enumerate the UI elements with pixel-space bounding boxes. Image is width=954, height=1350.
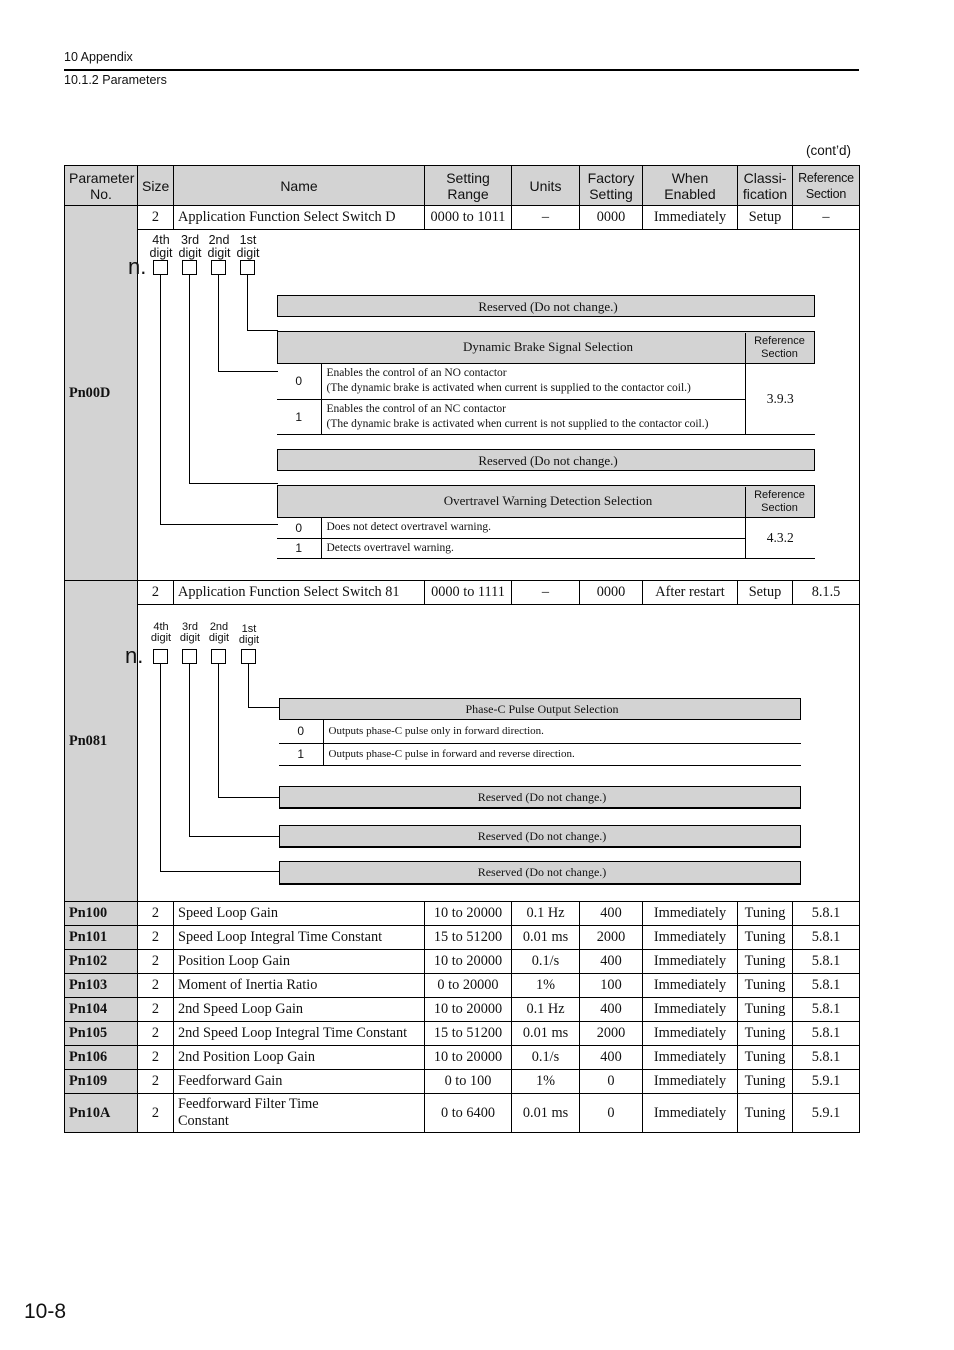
option-description: Does not detect overtravel warning. xyxy=(321,518,745,538)
connector-line xyxy=(160,524,278,525)
reserved-bar: Reserved (Do not change.) xyxy=(279,861,801,885)
table-row xyxy=(65,1070,860,1094)
digit-label-1st: 1st digit xyxy=(238,623,260,646)
chapter-header: 10 Appendix xyxy=(64,50,133,64)
param-units: – xyxy=(512,206,580,230)
digit-label-3rd: 3rd digit xyxy=(179,621,201,644)
table-header-row xyxy=(65,166,860,206)
param-ref: 8.1.5 xyxy=(793,581,860,605)
option-description: Outputs phase-C pulse in forward and reverse direction. xyxy=(323,743,801,765)
connector-line xyxy=(218,275,219,371)
param-class: Tuning xyxy=(738,1094,793,1133)
digit-box-3rd xyxy=(182,260,197,275)
section-header: 10.1.2 Parameters xyxy=(64,73,167,87)
option-description: Enables the control of an NC contactor (The dynamic brake is activated when current is not supplied to the contactor coil.) xyxy=(321,399,745,434)
param-when: Immediately xyxy=(643,1070,738,1094)
param-units: 0.1 Hz xyxy=(512,902,580,926)
list-item xyxy=(277,518,815,538)
col-header-ref: Reference Section xyxy=(793,166,860,206)
otw-title-bar xyxy=(277,485,815,518)
param-name: 2nd Speed Loop Integral Time Constant xyxy=(174,1022,425,1046)
connector-line xyxy=(189,836,280,837)
option-value: 0 xyxy=(277,518,321,538)
param-when: Immediately xyxy=(643,902,738,926)
param-size: 2 xyxy=(138,1046,174,1070)
param-class: Tuning xyxy=(738,902,793,926)
table-row xyxy=(65,206,860,230)
param-units: 0.1/s xyxy=(512,1046,580,1070)
param-size: 2 xyxy=(138,998,174,1022)
table-row xyxy=(65,950,860,974)
digit-label-1st: 1st digit xyxy=(236,233,260,260)
param-factory: 400 xyxy=(580,902,643,926)
param-class: Setup xyxy=(738,206,793,230)
param-units: 0.01 ms xyxy=(512,926,580,950)
param-class: Tuning xyxy=(738,950,793,974)
reserved-bar: Reserved (Do not change.) xyxy=(279,786,801,809)
param-range: 15 to 51200 xyxy=(425,1022,512,1046)
param-name: 2nd Position Loop Gain xyxy=(174,1046,425,1070)
page-number: 10-8 xyxy=(24,1300,67,1323)
param-factory: 0000 xyxy=(580,581,643,605)
continued-label: (cont’d) xyxy=(805,143,851,158)
param-range: 0 to 100 xyxy=(425,1070,512,1094)
param-factory: 2000 xyxy=(580,1022,643,1046)
param-when: Immediately xyxy=(643,974,738,998)
digit-box-1st xyxy=(241,649,256,664)
reserved-bar: Reserved (Do not change.) xyxy=(277,295,815,317)
list-item xyxy=(277,399,815,434)
param-class: Tuning xyxy=(738,926,793,950)
param-name: Application Function Select Switch 81 xyxy=(174,581,425,605)
col-header-param: Parameter No. xyxy=(65,166,138,206)
param-size: 2 xyxy=(138,902,174,926)
param-range: 10 to 20000 xyxy=(425,950,512,974)
connector-line xyxy=(247,275,248,330)
diagram-row xyxy=(65,605,860,902)
table-row xyxy=(65,581,860,605)
param-class: Tuning xyxy=(738,998,793,1022)
param-number: Pn102 xyxy=(65,950,138,974)
param-number: Pn100 xyxy=(65,902,138,926)
param-ref: 5.8.1 xyxy=(793,1022,860,1046)
param-factory: 400 xyxy=(580,1046,643,1070)
table-row xyxy=(65,1022,860,1046)
option-value: 1 xyxy=(277,399,321,434)
param-when: Immediately xyxy=(643,1046,738,1070)
option-ref: 4.3.2 xyxy=(745,518,815,558)
n-prefix: n. xyxy=(128,254,147,279)
param-ref: 5.9.1 xyxy=(793,1094,860,1133)
connector-line xyxy=(160,871,280,872)
connector-line xyxy=(218,371,278,372)
col-header-class: Classi- fication xyxy=(738,166,793,206)
connector-line xyxy=(218,664,219,797)
list-item xyxy=(277,538,815,558)
param-number: Pn00D xyxy=(65,206,138,581)
connector-line xyxy=(218,797,280,798)
param-when: Immediately xyxy=(643,998,738,1022)
param-class: Tuning xyxy=(738,1046,793,1070)
list-item xyxy=(279,720,801,743)
param-factory: 2000 xyxy=(580,926,643,950)
ref-section-header: Reference Section xyxy=(745,333,813,363)
pc-title-bar: Phase-C Pulse Output Selection xyxy=(279,698,801,720)
table-row xyxy=(65,1046,860,1070)
option-description: Enables the control of an NO contactor (The dynamic brake is activated when current is supplied to the contactor coil.) xyxy=(321,364,745,399)
param-ref: 5.9.1 xyxy=(793,1070,860,1094)
col-header-factory: Factory Setting xyxy=(580,166,643,206)
ref-section-header: Reference Section xyxy=(745,487,813,517)
connector-line xyxy=(160,664,161,871)
param-size: 2 xyxy=(138,206,174,230)
digit-box-3rd xyxy=(182,649,197,664)
param-factory: 100 xyxy=(580,974,643,998)
option-value: 1 xyxy=(277,538,321,558)
param-when: Immediately xyxy=(643,950,738,974)
param-ref: – xyxy=(793,206,860,230)
parameter-table xyxy=(64,165,860,1133)
otw-options-table xyxy=(277,518,815,559)
param-ref: 5.8.1 xyxy=(793,926,860,950)
table-row xyxy=(65,974,860,998)
param-when: Immediately xyxy=(643,1022,738,1046)
param-units: 1% xyxy=(512,1070,580,1094)
digit-box-4th xyxy=(153,260,168,275)
param-name: Speed Loop Integral Time Constant xyxy=(174,926,425,950)
param-when: After restart xyxy=(643,581,738,605)
option-value: 0 xyxy=(277,364,321,399)
digit-label-3rd: 3rd digit xyxy=(178,233,202,260)
param-range: 10 to 20000 xyxy=(425,902,512,926)
param-factory: 0 xyxy=(580,1094,643,1133)
param-range: 0 to 6400 xyxy=(425,1094,512,1133)
param-ref: 5.8.1 xyxy=(793,902,860,926)
param-size: 2 xyxy=(138,974,174,998)
connector-line xyxy=(247,330,278,331)
col-header-when: When Enabled xyxy=(643,166,738,206)
col-header-units: Units xyxy=(512,166,580,206)
digit-label-2nd: 2nd digit xyxy=(207,233,231,260)
param-number: Pn10A xyxy=(65,1094,138,1133)
param-number: Pn101 xyxy=(65,926,138,950)
table-row xyxy=(65,1094,860,1133)
param-when: Immediately xyxy=(643,1094,738,1133)
pn081-diagram xyxy=(125,605,860,902)
param-ref: 5.8.1 xyxy=(793,974,860,998)
param-units: – xyxy=(512,581,580,605)
param-factory: 400 xyxy=(580,998,643,1022)
param-number: Pn081 xyxy=(65,581,138,902)
param-class: Tuning xyxy=(738,974,793,998)
col-header-size: Size xyxy=(138,166,174,206)
param-range: 0000 to 1011 xyxy=(425,206,512,230)
param-factory: 0000 xyxy=(580,206,643,230)
param-range: 0 to 20000 xyxy=(425,974,512,998)
param-size: 2 xyxy=(138,1070,174,1094)
col-header-range: Setting Range xyxy=(425,166,512,206)
param-units: 0.01 ms xyxy=(512,1022,580,1046)
diagram-row xyxy=(65,230,860,581)
digit-box-1st xyxy=(240,260,255,275)
param-name: Moment of Inertia Ratio xyxy=(174,974,425,998)
connector-line xyxy=(189,664,190,836)
param-number: Pn105 xyxy=(65,1022,138,1046)
digit-label-2nd: 2nd digit xyxy=(208,621,230,644)
param-number: Pn104 xyxy=(65,998,138,1022)
param-name: Feedforward Filter Time Constant xyxy=(174,1094,425,1133)
param-name: 2nd Speed Loop Gain xyxy=(174,998,425,1022)
reserved-bar: Reserved (Do not change.) xyxy=(279,825,801,848)
param-when: Immediately xyxy=(643,206,738,230)
param-class: Setup xyxy=(738,581,793,605)
param-when: Immediately xyxy=(643,926,738,950)
param-ref: 5.8.1 xyxy=(793,950,860,974)
list-item xyxy=(277,364,815,399)
connector-line xyxy=(248,664,249,707)
connector-line xyxy=(248,707,280,708)
param-factory: 400 xyxy=(580,950,643,974)
param-number: Pn109 xyxy=(65,1070,138,1094)
param-units: 0.01 ms xyxy=(512,1094,580,1133)
param-size: 2 xyxy=(138,926,174,950)
n-prefix: n. xyxy=(125,643,144,668)
table-row xyxy=(65,902,860,926)
otw-title: Overtravel Warning Detection Selection xyxy=(443,493,653,508)
digit-label-4th: 4th digit xyxy=(149,233,173,260)
param-name: Position Loop Gain xyxy=(174,950,425,974)
param-range: 15 to 51200 xyxy=(425,926,512,950)
param-number: Pn103 xyxy=(65,974,138,998)
connector-line xyxy=(189,483,278,484)
param-units: 0.1/s xyxy=(512,950,580,974)
param-factory: 0 xyxy=(580,1070,643,1094)
param-name: Feedforward Gain xyxy=(174,1070,425,1094)
header-rule xyxy=(64,69,859,71)
option-value: 0 xyxy=(279,720,323,743)
param-size: 2 xyxy=(138,1094,174,1133)
list-item xyxy=(279,743,801,765)
digit-box-2nd xyxy=(211,649,226,664)
dbs-title: Dynamic Brake Signal Selection xyxy=(462,339,634,354)
param-size: 2 xyxy=(138,581,174,605)
param-ref: 5.8.1 xyxy=(793,998,860,1022)
param-units: 1% xyxy=(512,974,580,998)
option-ref: 3.9.3 xyxy=(745,364,815,434)
param-size: 2 xyxy=(138,950,174,974)
param-ref: 5.8.1 xyxy=(793,1046,860,1070)
param-range: 10 to 20000 xyxy=(425,1046,512,1070)
connector-line xyxy=(189,275,190,483)
option-value: 1 xyxy=(279,743,323,765)
param-size: 2 xyxy=(138,1022,174,1046)
param-class: Tuning xyxy=(738,1070,793,1094)
param-name: Speed Loop Gain xyxy=(174,902,425,926)
col-header-name: Name xyxy=(174,166,425,206)
table-row xyxy=(65,926,860,950)
param-name: Application Function Select Switch D xyxy=(174,206,425,230)
option-description: Outputs phase-C pulse only in forward direction. xyxy=(323,720,801,743)
param-number: Pn106 xyxy=(65,1046,138,1070)
param-range: 0000 to 1111 xyxy=(425,581,512,605)
digit-box-2nd xyxy=(211,260,226,275)
param-range: 10 to 20000 xyxy=(425,998,512,1022)
param-units: 0.1 Hz xyxy=(512,998,580,1022)
reserved-bar: Reserved (Do not change.) xyxy=(277,449,815,471)
digit-label-4th: 4th digit xyxy=(150,621,172,644)
dbs-options-table xyxy=(277,364,815,435)
table-row xyxy=(65,998,860,1022)
param-class: Tuning xyxy=(738,1022,793,1046)
connector-line xyxy=(160,275,161,524)
digit-box-4th xyxy=(153,649,168,664)
option-description: Detects overtravel warning. xyxy=(321,538,745,558)
pc-options-table xyxy=(279,720,801,766)
dbs-title-bar xyxy=(277,331,815,364)
pn00d-diagram xyxy=(128,230,860,581)
